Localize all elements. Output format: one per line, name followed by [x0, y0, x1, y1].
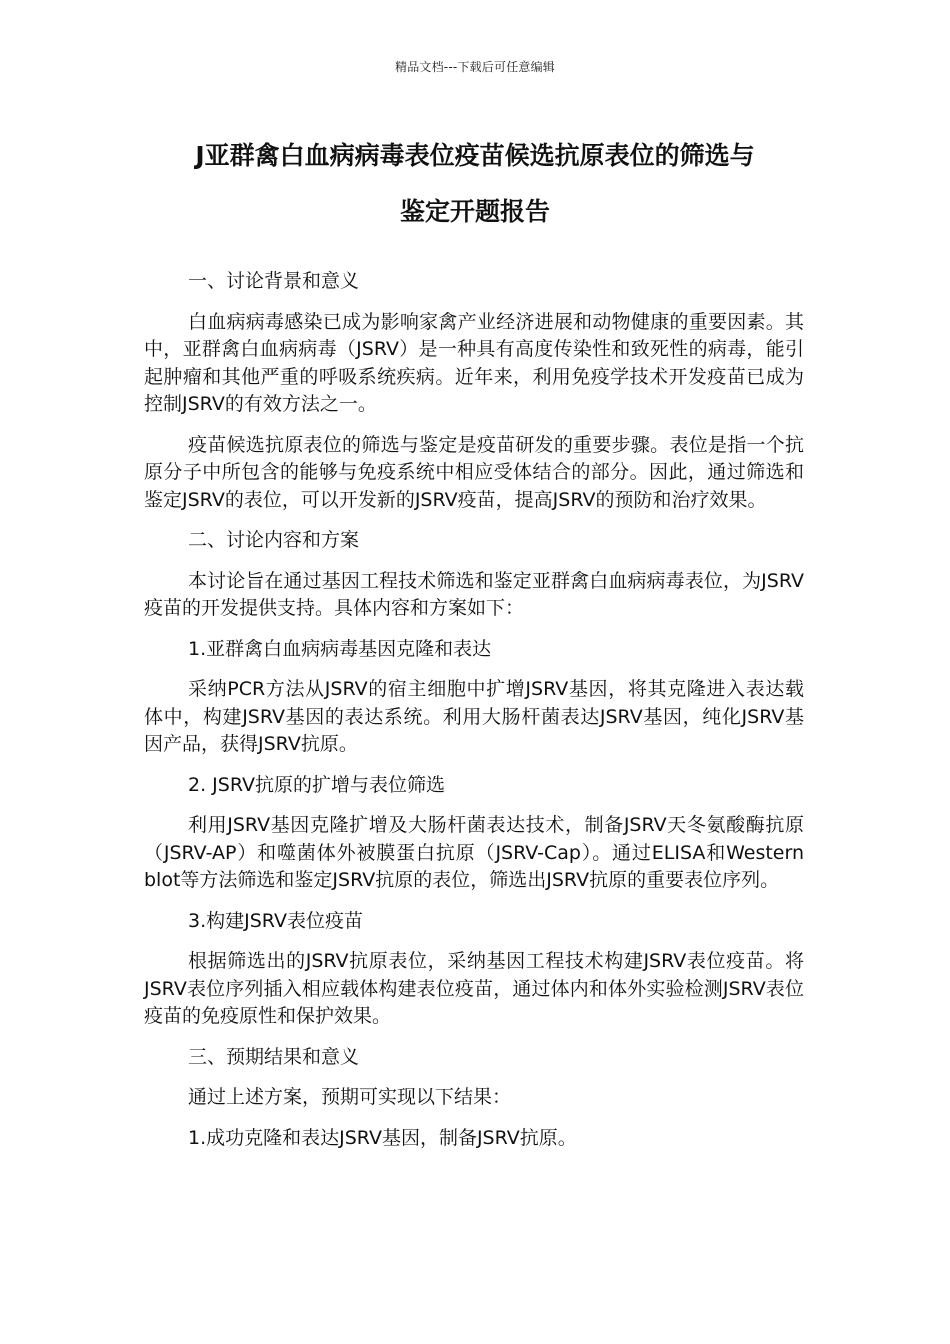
section-heading-background: 一、讨论背景和意义	[188, 270, 360, 292]
paragraph-background-2: 疫苗候选抗原表位的筛选与鉴定是疫苗研发的重要步骤。表位是指一个抗原分子中所包含的能够与免疫系统中相应受体结合的部分。因此，通过筛选和鉴定JSRV的表位，可以开发新的JSRV疫苗，提高JSRV的预防和治疗效果。	[144, 433, 804, 511]
subheading-epitope-screening: 2. JSRV抗原的扩增与表位筛选	[188, 773, 445, 796]
expected-results-intro: 通过上述方案，预期可实现以下结果：	[188, 1086, 512, 1108]
section-heading-expected-results: 三、预期结果和意义	[188, 1045, 360, 1068]
paragraph-background-1: 白血病病毒感染已成为影响家禽产业经济进展和动物健康的重要因素。其中，亚群禽白血病病毒（JSRV）是一种具有高度传染性和致死性的病毒，能引起肿瘤和其他严重的呼吸系统疾病。近年来，利用免疫学技术开发疫苗已成为控制JSRV的有效方法之一。	[144, 310, 804, 415]
paragraph-vaccine-construction: 根据筛选出的JSRV抗原表位，采纳基因工程技术构建JSRV表位疫苗。将JSRV表位序列插入相应载体构建表位疫苗，通过体内和体外实验检测JSRV表位疫苗的免疫原性和保护效果。	[144, 950, 804, 1027]
title-line-2: 鉴定开题报告	[399, 197, 550, 226]
section-heading-content: 二、讨论内容和方案	[188, 529, 360, 551]
document-title	[120, 128, 830, 240]
subheading-vaccine-construction: 3.构建JSRV表位疫苗	[188, 909, 363, 932]
running-header: 精品文档---下载后可任意编辑	[395, 60, 555, 74]
expected-result-item-1: 1.成功克隆和表达JSRV基因，制备JSRV抗原。	[188, 1126, 577, 1149]
document-body	[144, 268, 804, 1165]
paragraph-gene-cloning: 采纳PCR方法从JSRV的宿主细胞中扩增JSRV基因，将其克隆进入表达载体中，构建JSRV基因的表达系统。利用大肠杆菌表达JSRV基因，纯化JSRV基因产品，获得JSRV抗原。	[144, 678, 804, 755]
title-line-1: J亚群禽白血病病毒表位疫苗候选抗原表位的筛选与	[195, 141, 755, 170]
subheading-gene-cloning: 1.亚群禽白血病病毒基因克隆和表达	[188, 637, 492, 660]
paragraph-epitope-screening: 利用JSRV基因克隆扩增及大肠杆菌表达技术，制备JSRV天冬氨酸酶抗原（JSRV-AP）和噬菌体外被膜蛋白抗原（JSRV-Cap）。通过ELISA和Western blot等方法筛选和鉴定JSRV抗原的表位，筛选出JSRV抗原的重要表位序列。	[144, 814, 804, 891]
paragraph-content-intro: 本讨论旨在通过基因工程技术筛选和鉴定亚群禽白血病病毒表位，为JSRV疫苗的开发提供支持。具体内容和方案如下：	[144, 569, 804, 619]
